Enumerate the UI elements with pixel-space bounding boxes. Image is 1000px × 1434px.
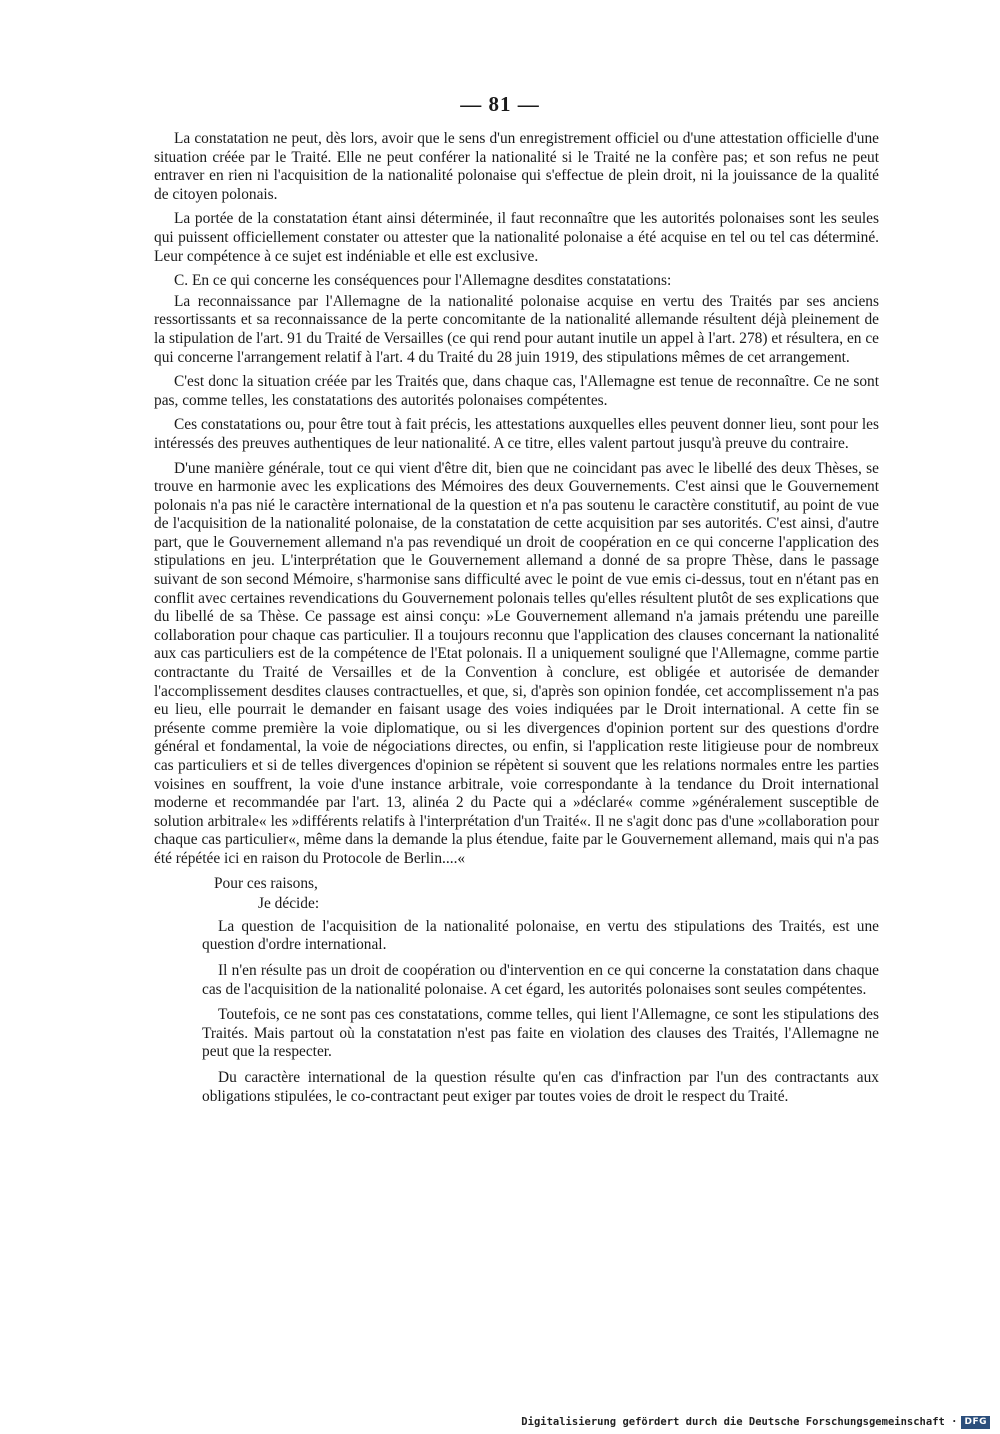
closing-reasons: Pour ces raisons,: [214, 874, 318, 892]
document-body: [154, 130, 879, 1113]
paragraph-maniere-generale: D'une manière générale, tout ce qui vient d'être dit, bien que ne coincidant pas avec le libellé des deux Thèses, se trouve en harmonie avec les explications des Mémoires des deux Gouvernements. C'est ainsi que le Gouvernement polonais n'a pas nié le caractère international de la question et n'a pas soutenu le caractère constitutif, au point de vue de l'acquisition de la nationalité polonaise, de la constatation de cette acquisition par ses autorités. C'est ainsi, d'autre part, que le Gouvernement allemand n'a pas revendiqué un droit de coopération en ce qui concerne l'application des stipulations en jeu. L'interprétation que le Gouvernement allemand a donné de sa propre Thèse, dans le passage suivant de son second Mémoire, s'harmonise sans difficulté avec le point de vue emis ci-dessus, tout en n'étant pas en conflit avec certaines revendications du Gouvernement polonais telles qu'elles résultent plutôt de ses explications que du libellé de sa Thèse. Ce passage est ainsi conçu: »Le Gouvernement allemand n'a jamais prétendu une pareille collaboration pour chaque cas particulier. Il a toujours reconnu que l'application des clauses concernant la nationalité aux cas particuliers est de la compétence de l'Etat polonais. Il a uniquement souligné que l'Allemagne, comme partie contractante du Traité de Versailles et de la Convention à conclure, est obligée et autorisée de demander l'accomplissement desdites clauses contractuelles, et que, si, d'après son opinion fondée, cet accomplissement n'a pas eu lieu, elle pourrait le demander en faisant usage des voies indiquées par le Droit international. A cette fin se présente comme première la voie diplomatique, ou si les divergences d'opinion portent sur des questions d'ordre général et fondamental, la voie de négociations directes, ou enfin, si l'application reste litigieuse pour de nombreux cas particuliers et si de telles divergences d'opinion se répètent si souvent que les relations normales entre les parties voisines en souffrent, la voie d'une instance arbitrale, voie correspondante à la tendance du Droit international moderne et recommandée par l'art. 13, alinéa 2 du Pacte qui a »déclaré« comme »généralement susceptible de solution arbitrale« les »différents relatifs à l'interprétation d'un Traité«. Il ne s'agit donc pas d'une »collaboration pour chaque cas particulier«, même dans la demande la plus étendue, faite par le Gouvernement allemand, mais qui n'a pas été répétée ici en raison du Protocole de Berlin....«: [154, 459, 879, 867]
digitization-credit: [521, 1414, 990, 1430]
decision-item: La question de l'acquisition de la nationalité polonaise, en vertu des stipulations des Traités, est une question d'ordre international.: [202, 917, 879, 954]
decision-item: Il n'en résulte pas un droit de coopération ou d'intervention en ce qui concerne la constatation dans chaque cas de l'acquisition de la nationalité polonaise. A cet égard, les autorités polonaises sont seules compétentes.: [202, 961, 879, 998]
paragraph-attestations: Ces constatations ou, pour être tout à fait précis, les attestations auxquelles elles peuvent donner lieu, sont pour les intéressés des preuves authentiques de leur nationalité. A ce titre, elles valent partout jusqu'à preuve du contraire.: [154, 416, 879, 452]
paragraph-situation-creee: C'est donc la situation créée par les Traités que, dans chaque cas, l'Allemagne est tenue de reconnaître. Ce ne sont pas, comme telles, les constatations des autorités polonaises compétentes.: [154, 373, 879, 409]
decision-item: Du caractère international de la question résulte qu'en cas d'infraction par l'un des contractants aux obligations stipulées, le co-contractant peut exiger par toutes voies de droit le respect du Traité.: [202, 1068, 879, 1105]
decision-item: Toutefois, ce ne sont pas ces constatations, comme telles, qui lient l'Allemagne, ce sont les stipulations des Traités. Mais partout où la constatation n'est pas faite en violation des clauses des Traités, l'Allemagne ne peut que la respecter.: [202, 1006, 879, 1061]
dfg-logo-icon: DFG: [961, 1416, 990, 1429]
page-number: — 81 —: [460, 92, 540, 116]
decision-block: [202, 918, 879, 1106]
digitization-credit-text: Digitalisierung gefördert durch die Deutsche Forschungsgemeinschaft ·: [521, 1416, 958, 1428]
paragraph-portee-constatation: La portée de la constatation étant ainsi déterminée, il faut reconnaître que les autorités polonaises sont les seules qui puissent officiellement constater ou attester que la nationalité polonaise a été acquise en tel ou tel cas déterminé. Leur compétence à ce sujet est indéniable et elle est exclusive.: [154, 210, 879, 265]
paragraph-section-c: C. En ce qui concerne les conséquences pour l'Allemagne desdites constatations:: [174, 272, 672, 290]
paragraph-constatation-sens: La constatation ne peut, dès lors, avoir que le sens d'un enregistrement officiel ou d'une attestation officielle d'une situation créée par le Traité. Elle ne peut conférer la nationalité si le Traité ne la confère pas; et son refus ne peut entraver en rien ni l'acquisition de la nationalité polonaise qui s'effectue de plein droit, ni la jouissance de la qualité de citoyen polonais.: [154, 130, 879, 203]
closing-decide: Je décide:: [258, 895, 320, 913]
paragraph-reconnaissance: La reconnaissance par l'Allemagne de la nationalité polonaise acquise en vertu des Traités par ses anciens ressortissants et sa reconnaissance de la perte concomitante de la nationalité allemande résultent déjà pleinement de la stipulation de l'art. 91 du Traité de Versailles (ce qui rend pour autant inutile un appel à l'art. 278) et résultera, en ce qui concerne l'arrangement relatif à l'art. 4 du Traité du 28 juin 1919, des stipulations mêmes de cet arrangement.: [154, 292, 879, 366]
